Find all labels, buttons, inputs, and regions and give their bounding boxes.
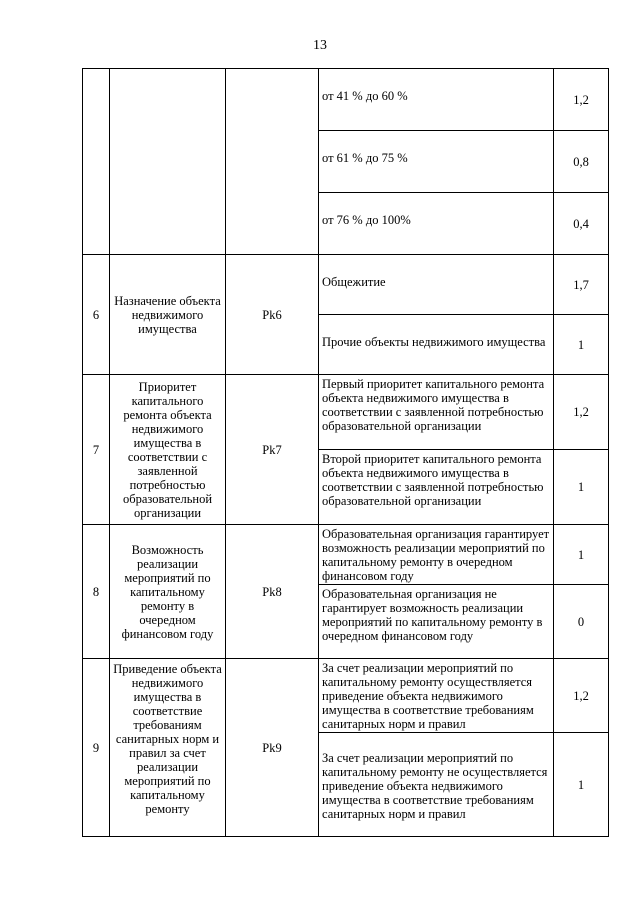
coefficient-code: Pk8 (226, 525, 319, 659)
criterion-name: Приведение объекта недвижимого имущества в соответствие требованиям санитарных норм и правил за счет реализации мероприятий по капитальному ремонту (110, 659, 226, 837)
criterion-value-cell: Первый приоритет капитального ремонта объекта недвижимого имущества в соответствии с заявленной потребностью образовательной организации (319, 375, 554, 450)
criterion-name: Приоритет капитального ремонта объекта недвижимого имущества в соответствии с заявленной потребностью образовательной организации (110, 375, 226, 525)
criterion-value-cell: от 41 % до 60 % (319, 69, 554, 131)
table-row (83, 525, 609, 585)
row-number: 9 (83, 659, 110, 837)
coefficient-cell: 0,8 (554, 131, 609, 193)
coefficient-code: Pk7 (226, 375, 319, 525)
row-number: 6 (83, 255, 110, 375)
criterion-value-cell: За счет реализации мероприятий по капитальному ремонту осуществляется приведение объекта недвижимого имущества в соответствие требованиям санитарных норм и правил (319, 659, 554, 733)
number-cell (83, 69, 110, 255)
page-number: 13 (313, 38, 327, 53)
criterion-name-cell (110, 69, 226, 255)
coefficient-cell: 1,2 (554, 659, 609, 733)
criterion-value-cell: Образовательная организация гарантирует возможность реализации мероприятий по капитальному ремонту в очередном финансовом году (319, 525, 554, 585)
coefficient-cell: 1,7 (554, 255, 609, 315)
criterion-value-cell: от 76 % до 100% (319, 193, 554, 255)
criterion-value-cell: от 61 % до 75 % (319, 131, 554, 193)
criterion-name: Назначение объекта недвижимого имущества (110, 255, 226, 375)
coefficient-cell: 0 (554, 585, 609, 659)
table-row (83, 659, 609, 733)
coefficient-code: Pk6 (226, 255, 319, 375)
coefficient-cell: 1 (554, 525, 609, 585)
coefficient-cell: 1,2 (554, 69, 609, 131)
criterion-value-cell: За счет реализации мероприятий по капитальному ремонту не осуществляется приведение объекта недвижимого имущества в соответствие требованиям санитарных норм и правил (319, 733, 554, 837)
criteria-table (82, 68, 609, 837)
coefficient-cell: 1 (554, 315, 609, 375)
coefficient-code-cell (226, 69, 319, 255)
row-number: 8 (83, 525, 110, 659)
coefficient-cell: 1,2 (554, 375, 609, 450)
criterion-value-cell: Второй приоритет капитального ремонта объекта недвижимого имущества в соответствии с заявленной потребностью образовательной организации (319, 450, 554, 525)
table-row (83, 69, 609, 131)
table-row (83, 255, 609, 315)
criterion-name: Возможность реализации мероприятий по капитальному ремонту в очередном финансовом году (110, 525, 226, 659)
coefficient-cell: 1 (554, 450, 609, 525)
coefficient-code: Pk9 (226, 659, 319, 837)
criterion-value-cell: Прочие объекты недвижимого имущества (319, 315, 554, 375)
coefficient-cell: 0,4 (554, 193, 609, 255)
criterion-value-cell: Образовательная организация не гарантирует возможность реализации мероприятий по капитальному ремонту в очередном финансовом году (319, 585, 554, 659)
coefficient-cell: 1 (554, 733, 609, 837)
row-number: 7 (83, 375, 110, 525)
table-row (83, 375, 609, 450)
criterion-value-cell: Общежитие (319, 255, 554, 315)
